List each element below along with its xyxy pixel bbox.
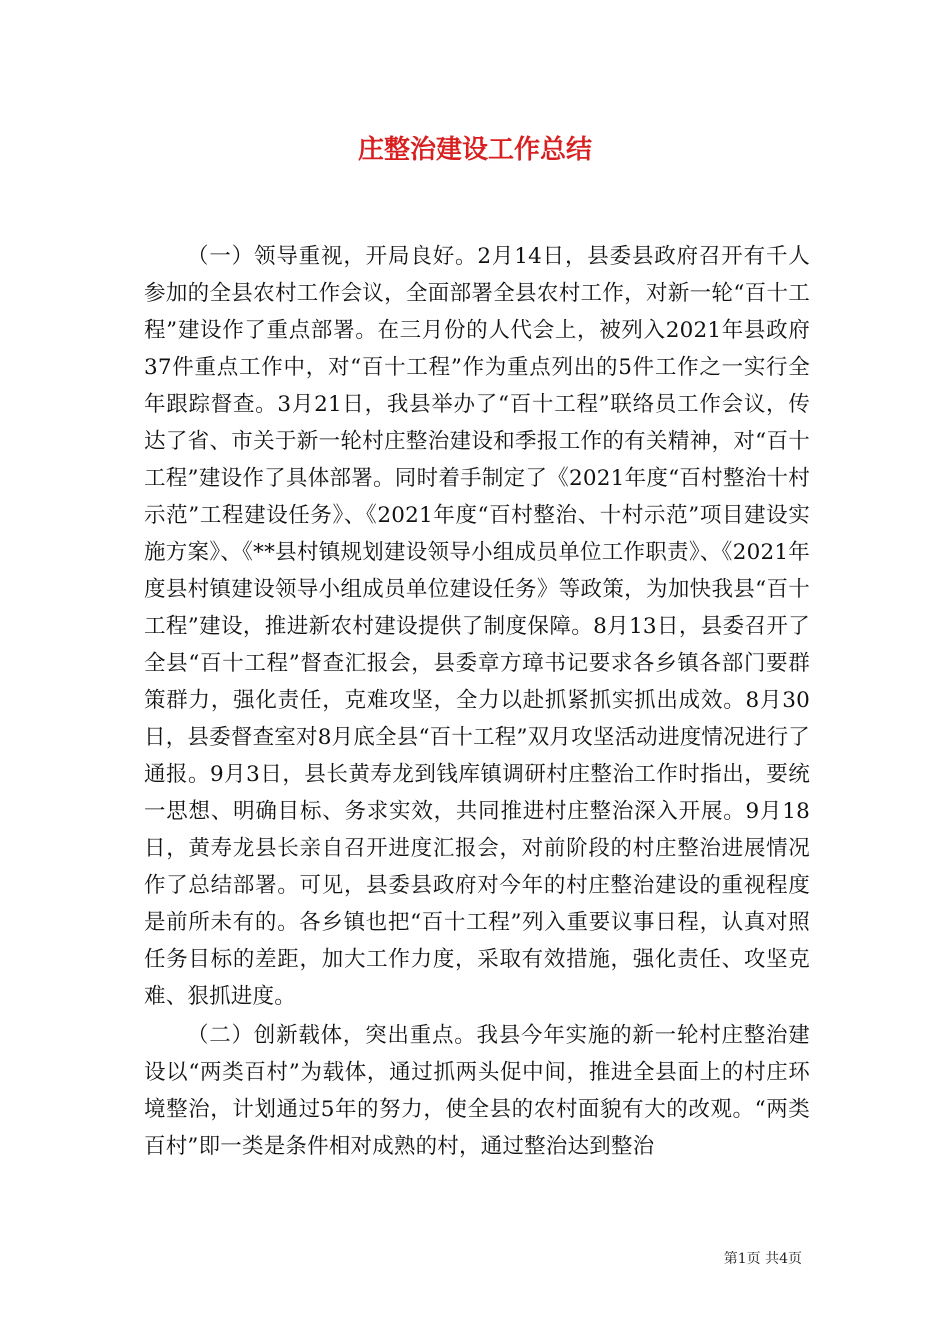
page-number: 第1页 共4页 — [723, 1251, 802, 1267]
paragraph-1: （一）领导重视，开局良好。2月14日，县委县政府召开有千人参加的全县农村工作会议，全面部署全县农村工作，对新一轮“百十工程”建设作了重点部署。在三月份的人代会上，被列入2021年县政府37件重点工作中，对“百十工程”作为重点列出的5件工作之一实行全年跟踪督查。3月21日，我县举办了“百十工程”联络员工作会议，传达了省、市关于新一轮村庄整治建设和季报工作的有关精神，对“百十工程”建设作了具体部署。同时着手制定了《2021年度“百村整治十村示范”工程建设任务》、《2021年度“百村整治、十村示范”项目建设实施方案》、《**县村镇规划建设领导小组成员单位工作职责》、《2021年度县村镇建设领导小组成员单位建设任务》等政策，为加快我县“百十工程”建设，推进新农村建设提供了制度保障。8月13日，县委召开了全县“百十工程”督查汇报会，县委章方璋书记要求各乡镇各部门要群策群力，强化责任，克难攻坚，全力以赴抓紧抓实抓出成效。8月30日，县委督查室对8月底全县“百十工程”双月攻坚活动进度情况进行了通报。9月3日，县长黄寿龙到钱库镇调研村庄整治工作时指出，要统一思想、明确目标、务求实效，共同推进村庄整治深入开展。9月18日，黄寿龙县长亲自召开进度汇报会，对前阶段的村庄整治进展情况作了总结部署。可见，县委县政府对今年的村庄整治建设的重视程度是前所未有的。各乡镇也把“百十工程”列入重要议事日程，认真对照任务目标的差距，加大工作力度，采取有效措施，强化责任、攻坚克难、狠抓进度。 — [144, 244, 810, 1009]
paragraph-2: （二）创新载体，突出重点。我县今年实施的新一轮村庄整治建设以“两类百村”为载体，通过抓两头促中间，推进全县面上的村庄环境整治，计划通过5年的努力，使全县的农村面貌有大的改观。“两类百村”即一类是条件相对成熟的村，通过整治达到整治 — [144, 1023, 810, 1159]
document-title: 庄整治建设工作总结 — [357, 135, 592, 165]
document-body — [144, 238, 810, 1165]
